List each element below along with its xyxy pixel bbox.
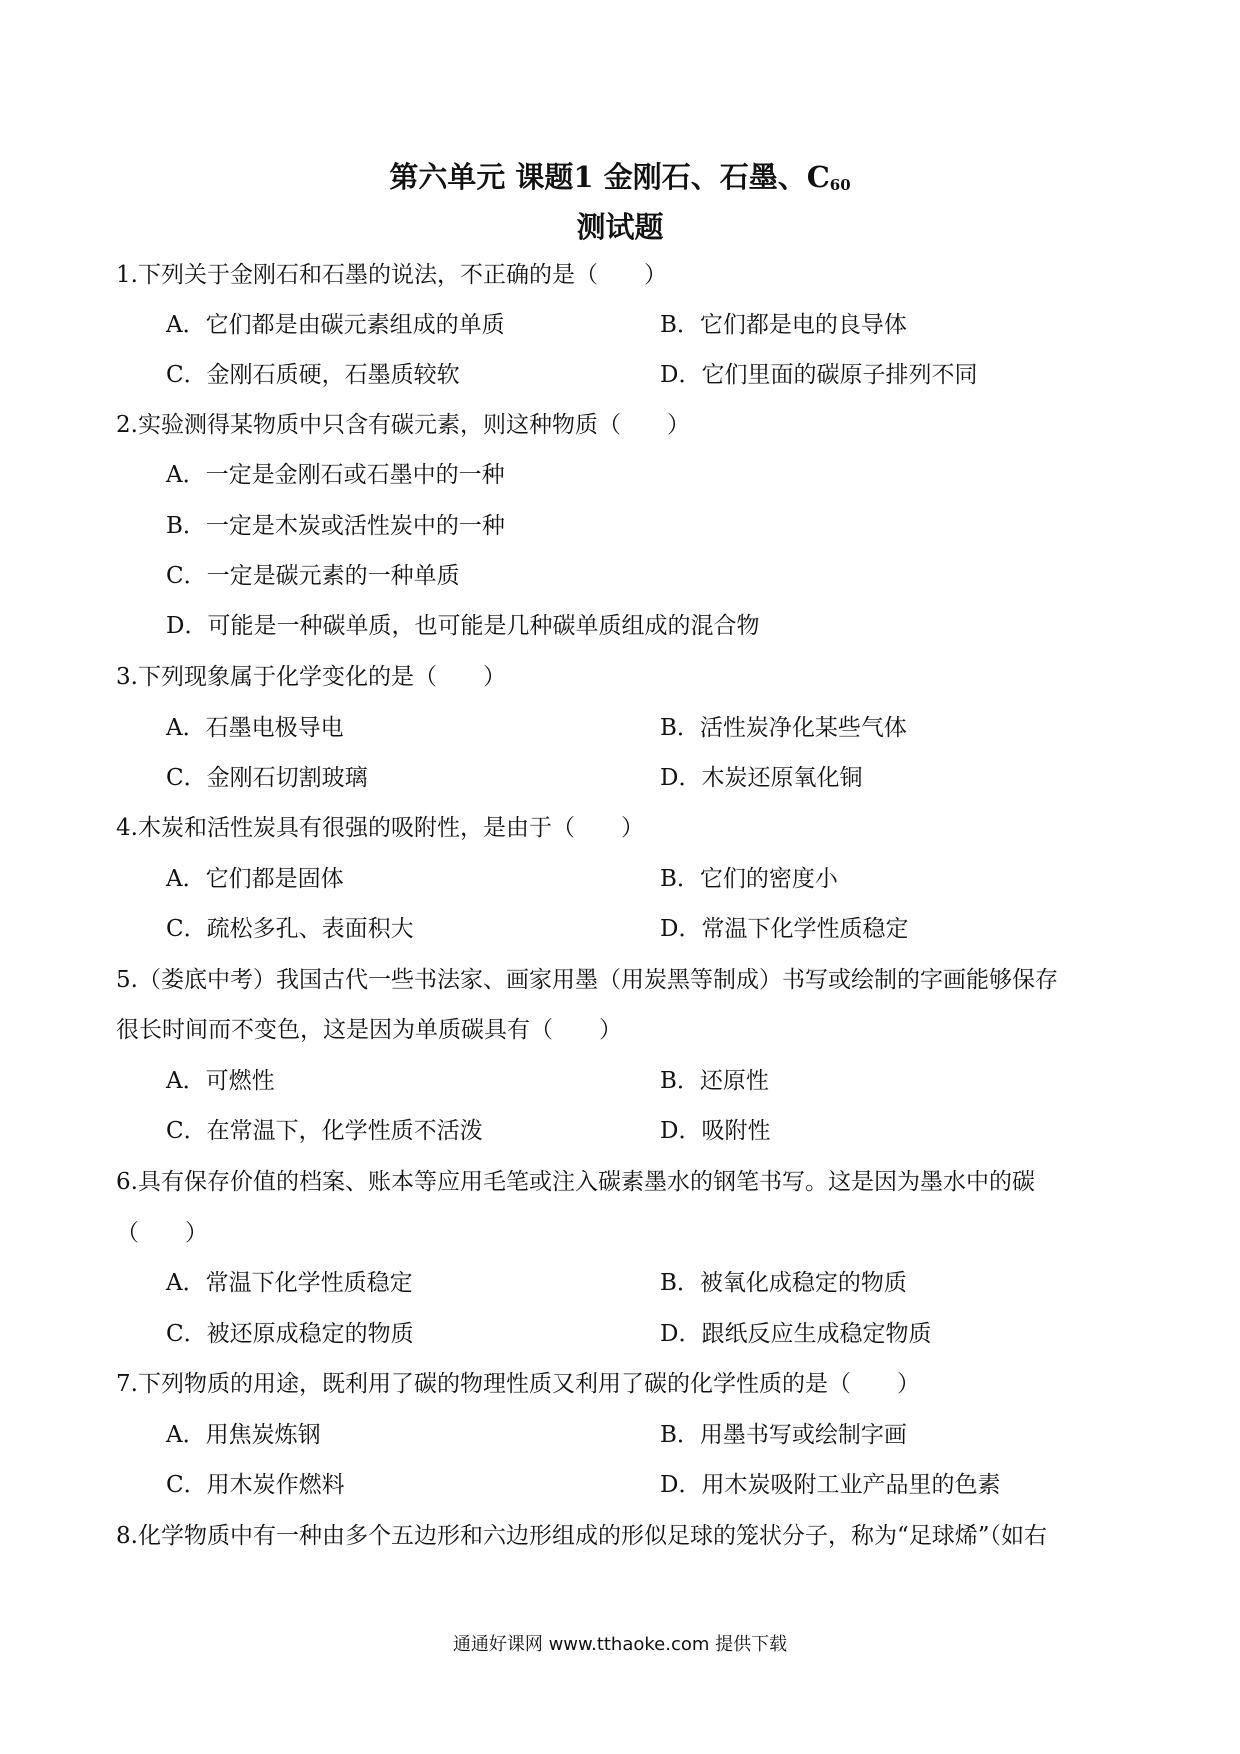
question-5-option-b: B．还原性 (660, 1068, 769, 1094)
question-3-option-d: D．木炭还原氧化铜 (660, 765, 863, 791)
question-2-option-a: A．一定是金刚石或石墨中的一种 (166, 462, 505, 488)
question-7-option-c: C．用木炭作燃料 (166, 1472, 345, 1498)
question-1-option-d: D．它们里面的碳原子排列不同 (660, 362, 978, 388)
question-6-stem-line-2: （ ） (116, 1220, 208, 1246)
question-4-option-c: C．疏松多孔、表面积大 (166, 916, 414, 942)
question-4-stem: 4.木炭和活性炭具有很强的吸附性，是由于（ ） (116, 815, 644, 841)
question-5-option-c: C．在常温下，化学性质不活泼 (166, 1118, 483, 1144)
question-3-option-b: B．活性炭净化某些气体 (660, 715, 907, 741)
question-2-option-d: D．可能是一种碳单质，也可能是几种碳单质组成的混合物 (166, 613, 760, 639)
question-2-option-b: B．一定是木炭或活性炭中的一种 (166, 513, 505, 539)
question-5-option-a: A．可燃性 (166, 1068, 275, 1094)
question-4-option-d: D．常温下化学性质稳定 (660, 916, 909, 942)
question-6-option-a: A．常温下化学性质稳定 (166, 1270, 413, 1296)
question-7-option-d: D．用木炭吸附工业产品里的色素 (660, 1472, 1001, 1498)
question-1-option-c: C．金刚石质硬，石墨质较软 (166, 362, 460, 388)
question-6-option-d: D．跟纸反应生成稳定物质 (660, 1321, 932, 1347)
question-2-stem: 2.实验测得某物质中只含有碳元素，则这种物质（ ） (116, 412, 690, 438)
question-6-option-b: B．被氧化成稳定的物质 (660, 1270, 907, 1296)
question-5-option-d: D．吸附性 (660, 1118, 771, 1144)
question-6-stem-line-1: 6.具有保存价值的档案、账本等应用毛笔或注入碳素墨水的钢笔书写。这是因为墨水中的碳 (116, 1169, 1035, 1195)
question-1-stem: 1.下列关于金刚石和石墨的说法，不正确的是（ ） (116, 262, 667, 288)
page-title-text: 第六单元 课题1 金刚石、石墨、C (389, 160, 830, 194)
question-3-option-c: C．金刚石切割玻璃 (166, 765, 368, 791)
question-7-stem: 7.下列物质的用途，既利用了碳的物理性质又利用了碳的化学性质的是（ ） (116, 1371, 920, 1397)
question-1-option-b: B．它们都是电的良导体 (660, 312, 907, 338)
page-title (0, 157, 1240, 205)
question-4-option-b: B．它们的密度小 (660, 866, 838, 892)
question-7-option-a: A．用焦炭炼钢 (166, 1422, 321, 1448)
question-2-option-c: C．一定是碳元素的一种单质 (166, 563, 460, 589)
question-8-stem: 8.化学物质中有一种由多个五边形和六边形组成的形似足球的笼状分子，称为“足球烯”（如右 (116, 1523, 1047, 1549)
page-subtitle: 测试题 (576, 210, 664, 244)
question-3-stem: 3.下列现象属于化学变化的是（ ） (116, 664, 506, 690)
question-7-option-b: B．用墨书写或绘制字画 (660, 1422, 907, 1448)
question-3-option-a: A．石墨电极导电 (166, 715, 344, 741)
question-4-option-a: A．它们都是固体 (166, 866, 344, 892)
page-footer: 通通好课网 www.tthaoke.com 提供下载 (452, 1634, 788, 1655)
question-5-stem-line-1: 5.（娄底中考）我国古代一些书法家、画家用墨（用炭黑等制成）书写或绘制的字画能够保存 (116, 967, 1058, 993)
question-6-option-c: C．被还原成稳定的物质 (166, 1321, 414, 1347)
question-5-stem-line-2: 很长时间而不变色，这是因为单质碳具有（ ） (116, 1017, 622, 1043)
question-1-option-a: A．它们都是由碳元素组成的单质 (166, 312, 505, 338)
page-title-subscript: 60 (829, 176, 851, 194)
